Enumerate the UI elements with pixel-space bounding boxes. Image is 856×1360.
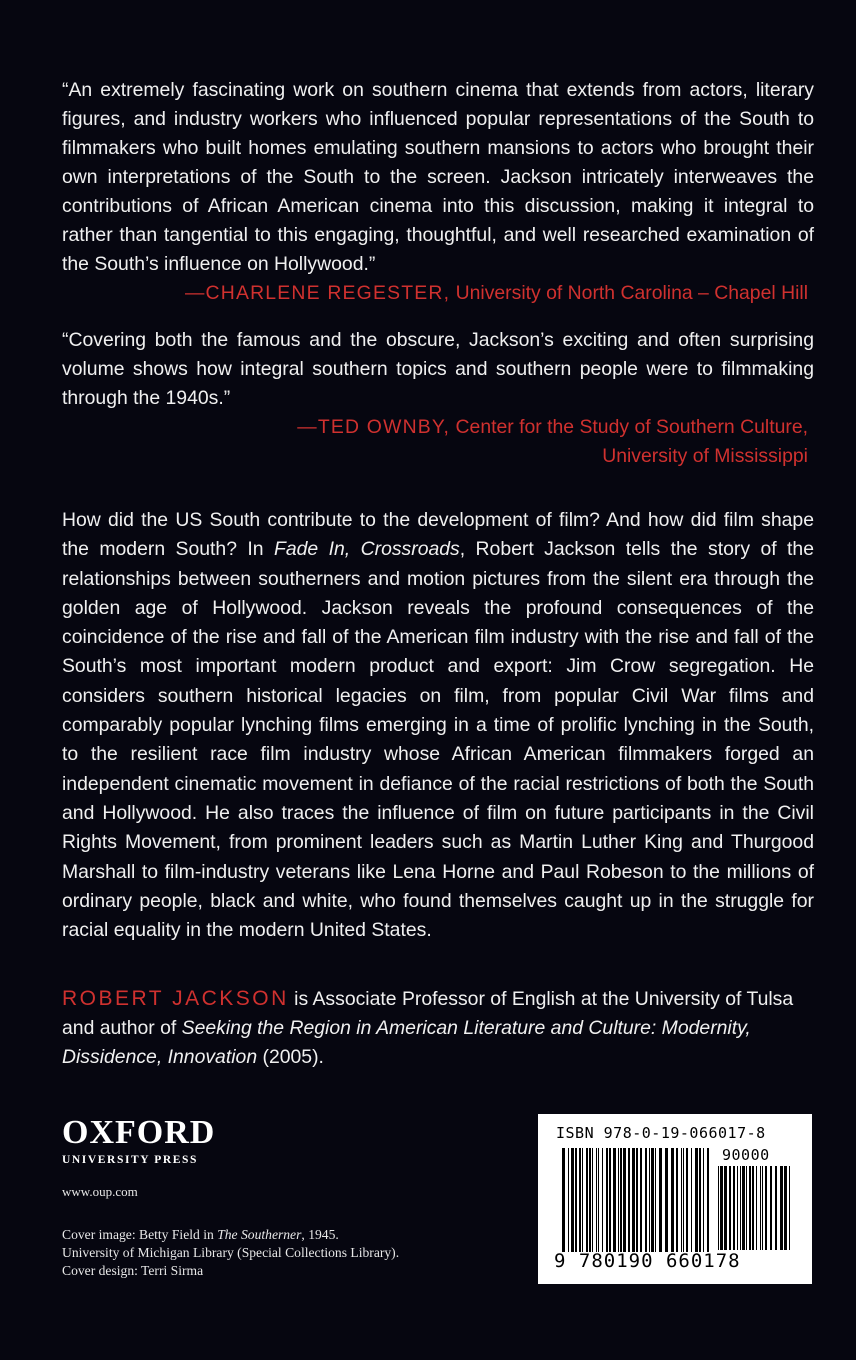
description-part1: How did the US South contribute to the development of film? And how did film shape the modern South? In [62,509,814,561]
barcode-bar [737,1166,738,1250]
barcode-bar [655,1148,656,1252]
barcode-bar [640,1148,642,1252]
barcode-bar [724,1166,727,1250]
barcode-bar [579,1148,581,1252]
barcode-bar [596,1148,597,1252]
barcode-bar [598,1148,599,1252]
barcode-bar [775,1166,777,1250]
barcode-bar [729,1166,731,1250]
barcode-bar [760,1166,761,1250]
barcode-bar [752,1166,754,1250]
film-title: The Southerner [217,1227,302,1242]
ean-bars [562,1148,712,1252]
barcode-bar [740,1166,741,1250]
review-2-text: “Covering both the famous and the obscure, Jackson’s exciting and often surprising volume shows how integral southern topics and southern people were to filmmaking through the 1940s.” [62,329,814,409]
addon-bars [718,1166,794,1250]
barcode-bar [623,1148,626,1252]
barcode-bar [676,1148,678,1252]
book-description [62,506,814,945]
barcode-bar [602,1148,603,1252]
barcode-bar [756,1166,757,1250]
barcode-bar [609,1148,611,1252]
review-1-attribution [62,279,814,308]
isbn-barcode [538,1114,812,1284]
barcode-bar [651,1148,654,1252]
barcode-bar [582,1148,583,1252]
review-1-text: “An extremely fascinating work on southern cinema that extends from actors, literary figures, and industry workers who influenced popular representations of the South to filmmakers who built homes emulating southern mansions to actors who brought their own interpretations of the South to the screen. Jackson intricately interweaves the contributions of African American cinema into this discussion, making it integral to rather than tangential to this engaging, thoughtful, and well researched examination of the South’s influence on Hollywood.” [62,79,814,275]
barcode-bar [742,1166,745,1250]
barcode-bar [606,1148,608,1252]
barcode-bar [636,1148,638,1252]
isbn-number: ISBN 978-0-19-066017-8 [556,1124,766,1142]
barcode-bar [586,1148,588,1252]
ean-digits: 9 780190 660178 [554,1250,741,1272]
barcode-bar [628,1148,630,1252]
barcode-bar [733,1166,735,1250]
publisher-subname: UNIVERSITY PRESS [62,1154,199,1166]
barcode-bar [589,1148,591,1252]
review-2-reviewer: —TED OWNBY, [297,416,451,438]
barcode-bar [683,1148,684,1252]
barcode-bar [749,1166,751,1250]
barcode-bar [659,1148,662,1252]
barcode-bar [765,1166,767,1250]
barcode-bar [707,1148,709,1252]
barcode-bar [780,1166,783,1250]
barcode-bar [649,1148,650,1252]
previous-book-title: Seeking the Region in American Literature and Culture: Modernity, Dissidence, Innovation [62,1017,751,1068]
credit-library: University of Michigan Library (Special Collections Library). [62,1245,400,1260]
barcode-bar [568,1148,569,1252]
description-part2: , Robert Jackson tells the story of the relationships between southerners and motion pictures from the silent era through the golden age of Hollywood. Jackson reveals the profound consequences of the coincidence of the rise and fall of the American film industry with the rise and fall of the South’s most important modern product and export: Jim Crow segregation. He considers southern historical legacies on film, from popular Civil War films and comparably popular lynching films emerging in a time of prolific lynching in the South, to the resilient race film industry whose African American filmmakers forged an independent cinematic movement in defiance of the racial restrictions of both the South and Hollywood. He also traces the influence of film on future participants in the Civil Rights Movement, from prominent leaders such as Martin Luther King and Thurgood Marshall to film-industry veterans like Lena Horne and Paul Robeson to the millions of ordinary people, black and white, who found themselves caught up in the struggle for racial equality in the modern United States. [62,538,814,942]
credit-image: Cover image: Betty Field in The Southerner, 1945. [62,1227,339,1242]
barcode-bar [571,1148,574,1252]
publisher-logo [62,1116,215,1166]
review-1-reviewer: —CHARLENE REGESTER, [184,282,451,304]
book-title: Fade In, Crossroads [274,538,460,561]
barcode-bar [592,1148,593,1252]
barcode-bar [645,1148,647,1252]
publisher-name: OXFORD [62,1114,216,1151]
barcode-bar [620,1148,622,1252]
bio-part1: is Associate Professor of English at the University of Tulsa and author of [62,988,794,1039]
author-bio [62,984,814,1072]
barcode-bar [691,1148,692,1252]
barcode-bar [618,1148,619,1252]
barcode-bar [671,1148,674,1252]
barcode-bar [770,1166,772,1250]
barcode-bar [632,1148,635,1252]
review-1-affiliation: University of North Carolina – Chapel Hill [455,282,808,304]
barcode-bar [575,1148,577,1252]
credit-design: Cover design: Terri Sirma [62,1263,204,1278]
barcode-bar [718,1166,719,1250]
publisher-url: www.oup.com [62,1184,138,1199]
bio-part2: (2005). [257,1046,324,1068]
barcode-bar [665,1148,668,1252]
review-2-affiliation: Center for the Study of Southern Culture, [455,416,808,438]
barcode-bar [703,1148,704,1252]
review-1 [62,76,814,308]
barcode-bar [720,1166,723,1250]
barcode-bar [695,1148,698,1252]
barcode-bar [562,1148,565,1252]
review-2 [62,326,814,471]
barcode-bar [762,1166,763,1250]
barcode-bar [789,1166,790,1250]
barcode-bar [613,1148,616,1252]
price-code: 90000 [722,1146,770,1164]
barcode-bar [699,1148,701,1252]
barcode-bar [746,1166,747,1250]
barcode-bar [784,1166,787,1250]
cover-credits [62,1226,399,1280]
review-2-attribution [62,413,814,471]
review-2-affiliation-line2: University of Mississippi [602,445,808,467]
barcode-bar [686,1148,688,1252]
author-name: ROBERT JACKSON [62,987,289,1010]
barcode-bar [681,1148,682,1252]
